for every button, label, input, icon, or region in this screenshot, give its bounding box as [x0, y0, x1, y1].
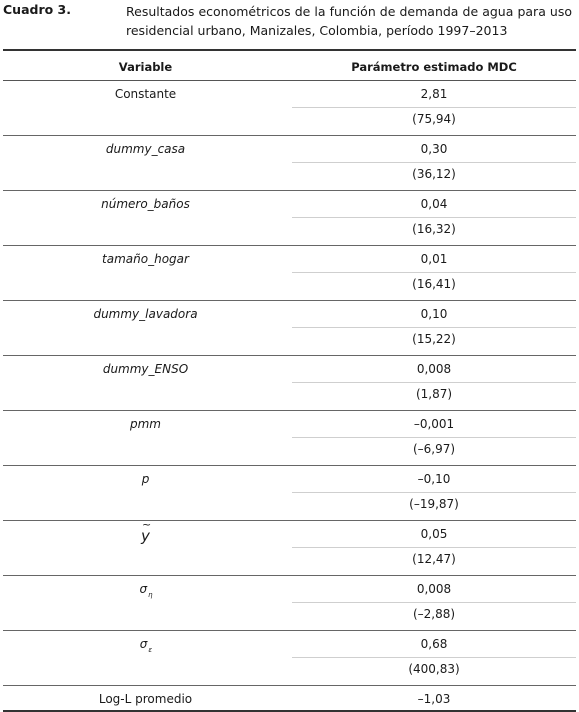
cell-divider [292, 492, 576, 493]
cell-divider [292, 327, 576, 328]
variable-name: Constante [114, 87, 177, 101]
variable-name [3, 518, 288, 545]
y-symbol-base: y [141, 527, 150, 545]
estimate-value: 0,68 [420, 637, 448, 651]
cell-divider [292, 602, 576, 603]
cell-divider [292, 657, 576, 658]
test-statistic: (16,41) [412, 277, 456, 291]
estimate-value: –0,10 [417, 472, 451, 486]
sigma-symbol: σ [139, 582, 148, 596]
table-row [3, 301, 576, 356]
test-statistic: (75,94) [412, 112, 456, 126]
test-statistic: (–19,87) [409, 497, 459, 511]
estimate-value: 0,04 [420, 197, 448, 211]
cell-divider [292, 437, 576, 438]
test-statistic: (12,47) [412, 552, 456, 566]
sigma-symbol: σ [139, 637, 148, 651]
estimate-value: –0,001 [413, 417, 455, 431]
cell-divider [292, 107, 576, 108]
caption-title: Resultados econométricos de la función de demanda de agua para uso residencial urbano, Manizales, Colombia, período 1997–2013 [126, 4, 572, 38]
variable-name: número_baños [101, 197, 190, 211]
variable-name [3, 637, 288, 654]
table-row [3, 356, 576, 411]
table-caption [3, 2, 576, 48]
estimate-value: 2,81 [420, 87, 448, 101]
subscript-eta: η [148, 591, 153, 599]
cell-divider [292, 162, 576, 163]
table-row [3, 136, 576, 191]
test-statistic: (400,83) [408, 662, 460, 676]
estimate-value: 0,008 [416, 582, 452, 596]
caption-label: Cuadro 3. [3, 2, 72, 17]
table-row [3, 518, 576, 576]
table-row [3, 631, 576, 686]
variable-name: dummy_lavadora [93, 307, 198, 321]
table-row [3, 246, 576, 301]
variable-name: tamaño_hogar [102, 252, 189, 266]
variable-name [3, 582, 288, 599]
subscript-epsilon: ε [148, 646, 153, 654]
variable-name: pmm [130, 417, 161, 431]
footer-variable: Log-L promedio [98, 692, 193, 706]
estimate-value: 0,01 [420, 252, 448, 266]
table-body [3, 81, 576, 712]
table-footer-row [3, 686, 576, 712]
cell-divider [292, 382, 576, 383]
table-header [3, 56, 576, 80]
variable-name: dummy_ENSO [102, 362, 189, 376]
cell-divider [292, 272, 576, 273]
table-row [3, 411, 576, 466]
header-parameter: Parámetro estimado MDC [351, 60, 517, 74]
test-statistic: (1,87) [415, 387, 453, 401]
estimate-value: 0,008 [416, 362, 452, 376]
test-statistic: (–6,97) [412, 442, 456, 456]
estimate-value: 0,30 [420, 142, 448, 156]
table-row [3, 81, 576, 136]
cell-divider [292, 217, 576, 218]
table-row [3, 466, 576, 521]
top-rule [3, 49, 576, 51]
y-tilde-symbol [141, 518, 152, 545]
variable-name: p [141, 472, 150, 486]
footer-estimate: –1,03 [417, 692, 451, 706]
test-statistic: (16,32) [412, 222, 456, 236]
estimate-value: 0,05 [420, 527, 448, 541]
header-variable: Variable [118, 60, 173, 74]
table-row [3, 576, 576, 631]
cell-divider [292, 547, 576, 548]
variable-name: dummy_casa [105, 142, 186, 156]
estimate-value: 0,10 [420, 307, 448, 321]
table-row [3, 191, 576, 246]
test-statistic: (36,12) [412, 167, 456, 181]
test-statistic: (–2,88) [412, 607, 456, 621]
tilde-accent: ~ [142, 518, 152, 531]
test-statistic: (15,22) [412, 332, 456, 346]
